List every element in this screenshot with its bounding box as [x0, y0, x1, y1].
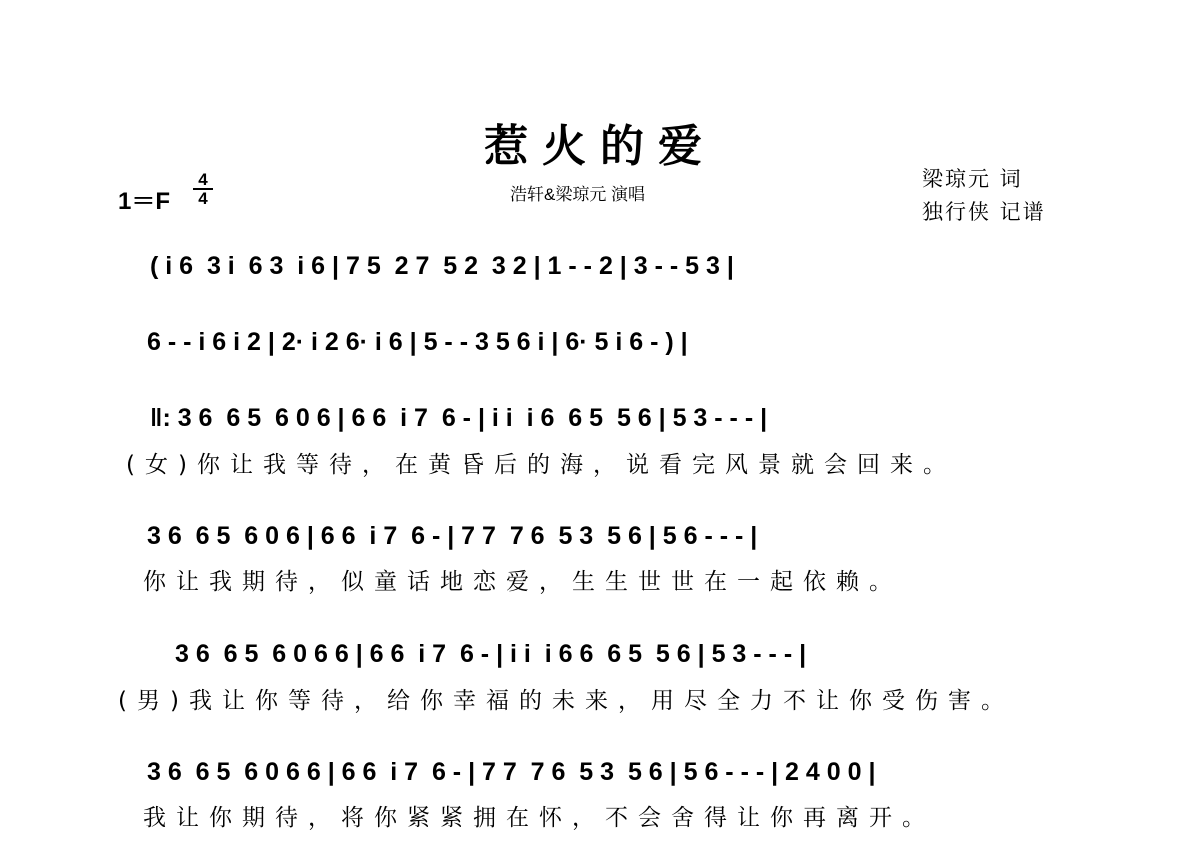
time-signature-top: 4 — [198, 170, 208, 189]
notation-line-6: 3 6 6 5 6 0 6 6 | 6 6 i 7 6 - | 7 7 7 6 5 3 5 6 | 5 6 - - - | 2 4 0 0 | — [147, 758, 876, 786]
lyric-line-5: (男)我让你等待，给你幸福的未来，用尽全力不让你受伤害。 — [118, 688, 1014, 714]
song-title: 惹火的爱 — [484, 121, 716, 172]
notation-line-4: 3 6 6 5 6 0 6 | 6 6 i 7 6 - | 7 7 7 6 5 3 5 6 | 5 6 - - - | — [147, 522, 758, 550]
transcriber-credit: 独行侠 记谱 — [922, 200, 1046, 224]
notation-line-2: 6 - - i 6 i 2 | 2· i 2 6· i 6 | 5 - - 3 5 6 i | 6· 5 i 6 - ) | — [147, 328, 688, 356]
lyric-line-4: 你让我期待，似童话地恋爱，生生世世在一起依赖。 — [143, 569, 902, 595]
time-signature-bottom: 4 — [198, 189, 208, 208]
time-signature — [193, 172, 213, 206]
notation-line-1: ( i 6 3 i 6 3 i 6 | 7 5 2 7 5 2 3 2 | 1 - - 2 | 3 - - 5 3 | — [150, 252, 734, 280]
lyricist-credit: 梁琼元 词 — [922, 167, 1023, 191]
lyric-line-3: (女)你让我等待，在黄昏后的海，说看完风景就会回来。 — [126, 452, 956, 478]
performers: 浩轩&梁琼元 演唱 — [510, 185, 646, 204]
key-signature: 1＝F — [118, 188, 171, 215]
notation-line-3: ‖: 3 6 6 5 6 0 6 | 6 6 i 7 6 - | i i i 6 6 5 5 6 | 5 3 - - - | — [150, 404, 768, 432]
lyric-line-6: 我让你期待，将你紧紧拥在怀，不会舍得让你再离开。 — [143, 805, 935, 831]
notation-line-5: 3 6 6 5 6 0 6 6 | 6 6 i 7 6 - | i i i 6 6 6 5 5 6 | 5 3 - - - | — [175, 640, 807, 668]
